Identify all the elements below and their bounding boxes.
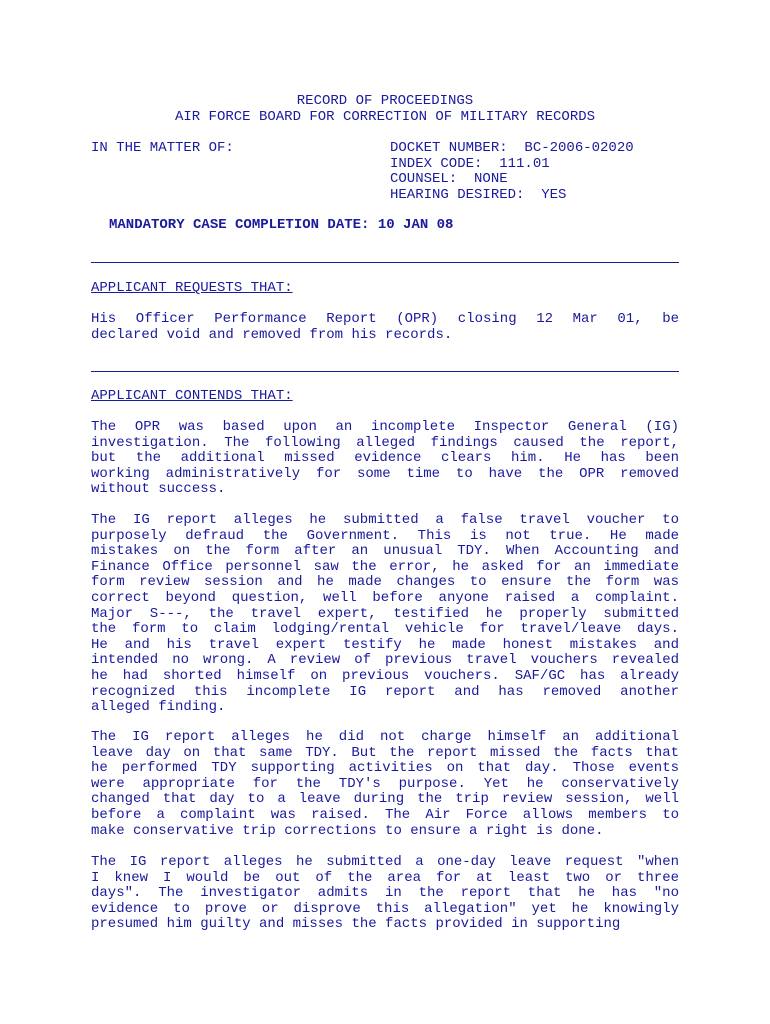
text-line: The IG report alleges he did not charge himself an additional: [91, 729, 679, 745]
text-line: presumed him guilty and misses the facts provided in supporting: [91, 916, 621, 933]
text-line: alleged finding.: [91, 699, 226, 716]
divider: [91, 371, 679, 372]
text-line: mistakes on the form after an unusual TDY. When Accounting and: [91, 543, 679, 560]
text-line: were appropriate for the TDY's purpose. Yet he conservatively: [91, 775, 679, 792]
text-line: I knew I would be out of the area for at least two or three: [91, 869, 679, 886]
text-line: but the additional missed evidence clears him. He has been: [91, 450, 679, 467]
divider: [91, 262, 679, 263]
contends-paragraph-3: [91, 730, 679, 839]
record-title: RECORD OF PROCEEDINGS: [296, 93, 474, 109]
text-line: working administratively for some time to have the OPR removed: [91, 465, 679, 482]
text-line: The IG report alleges he submitted a false travel voucher to: [91, 512, 679, 528]
text-line: he performed TDY supporting activities on that day. Those events: [91, 760, 679, 777]
hearing-desired: HEARING DESIRED: YES: [390, 186, 567, 203]
text-line: he had shorted himself on previous vouchers. SAF/GC has already: [91, 667, 679, 684]
index-code: INDEX CODE: 111.01: [390, 155, 550, 172]
contends-paragraph-2: [91, 513, 679, 716]
text-line: He and his travel expert testify he made honest mistakes and: [91, 636, 679, 653]
requests-paragraph: [91, 312, 679, 343]
text-line: make conservative trip corrections to ensure a right is done.: [91, 822, 604, 839]
text-line: declared void and removed from his records.: [91, 326, 453, 343]
text-line: before a complaint was raised. The Air Force allows members to: [91, 806, 679, 823]
counsel: COUNSEL: NONE: [390, 171, 508, 188]
text-line: The OPR was based upon an incomplete Inspector General (IG): [91, 419, 679, 435]
text-line: the form to claim lodging/rental vehicle for travel/leave days.: [91, 621, 679, 638]
docket-number: DOCKET NUMBER: BC-2006-02020: [390, 140, 634, 156]
text-line: evidence to prove or disprove this allegation" yet he knowingly: [91, 900, 679, 917]
mandatory-completion-date: MANDATORY CASE COMPLETION DATE: 10 JAN 08: [109, 217, 454, 233]
text-line: without success.: [91, 481, 226, 498]
text-line: recognized this incomplete IG report and has removed another: [91, 683, 679, 700]
text-line: changed that day to a leave during the trip review session, well: [91, 791, 679, 808]
contends-paragraph-4: [91, 855, 679, 933]
docket-block: [390, 141, 634, 203]
requests-heading: APPLICANT REQUESTS THAT:: [91, 280, 293, 296]
matter-label: IN THE MATTER OF:: [91, 140, 234, 156]
board-title: AIR FORCE BOARD FOR CORRECTION OF MILITARY RECORDS: [174, 109, 596, 125]
text-line: investigation. The following alleged findings caused the report,: [91, 434, 679, 451]
contends-heading: APPLICANT CONTENDS THAT:: [91, 388, 293, 404]
text-line: form review session and he made changes to ensure the form was: [91, 574, 679, 591]
text-line: purposely defraud the Government. This is not true. He made: [91, 527, 679, 544]
text-line: Major S---, the travel expert, testified he properly submitted: [91, 605, 679, 622]
text-line: The IG report alleges he submitted a one-day leave request "when: [91, 854, 679, 870]
text-line: leave day on that same TDY. But the report missed the facts that: [91, 744, 679, 761]
text-line: His Officer Performance Report (OPR) closing 12 Mar 01, be: [91, 311, 679, 327]
contends-paragraph-1: [91, 420, 679, 498]
text-line: days". The investigator admits in the report that he has "no: [91, 885, 679, 902]
text-line: intended no wrong. A review of previous travel vouchers revealed: [91, 652, 679, 669]
text-line: correct beyond question, well before anyone raised a complaint.: [91, 589, 679, 606]
text-line: Finance Office personnel saw the error, he asked for an immediate: [91, 558, 679, 575]
